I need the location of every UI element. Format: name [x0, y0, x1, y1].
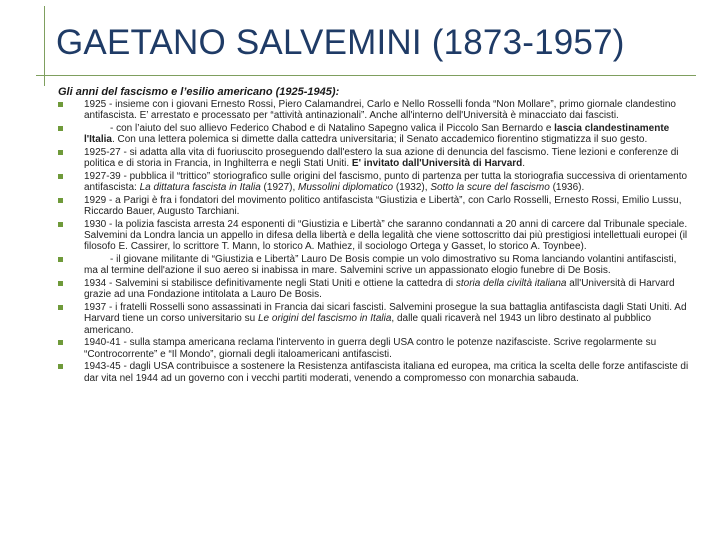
item-text: 1934 - Salvemini si stabilisce definitivamente negli Stati Uniti e ottiene la cattedra di [84, 278, 456, 290]
item-text: - con l’aiuto del suo allievo Federico Chabod e di Natalino Sapegno valica il Piccolo San Bernardo e [110, 123, 555, 134]
item-text: (1936). [549, 182, 585, 194]
square-bullet-icon [58, 340, 63, 345]
item-text: . [522, 158, 526, 170]
item-text: E' invitato dall'Università di Harvard [351, 158, 523, 170]
list-item [58, 195, 690, 217]
list-item [58, 302, 690, 336]
list-item [58, 278, 690, 300]
item-text: all'Università di Harvard grazie ad una Fondazione intitolata a Lauro De Bosis. [84, 278, 675, 301]
item-text: Le origini del fascismo in Italia [257, 313, 392, 325]
list-item [58, 361, 690, 383]
item-text: 1943-45 - dagli USA contribuisce a sostenere la Resistenza antifascista italiana ed europea, ma critica la scelta delle forze antifasciste di dar vita nel 1944 ad un governo con i vecchi partiti moderati, venendo a compromesso con monarchia sabauda. [84, 361, 689, 384]
list-item [58, 337, 690, 359]
item-text: Mussolini diplomatico [298, 182, 394, 194]
square-bullet-icon [58, 222, 63, 227]
square-bullet-icon [58, 257, 63, 262]
item-text: - il giovane militante di “Giustizia e Libertà” Lauro De Bosis compie un volo dimostrativo su Roma lanciando volantini antifascisti, ma al termine dell'azione il suo aereo si inabissa in mare. Salvemini scrive un appassionato elogio funebre di De Bosis. [84, 254, 677, 277]
square-bullet-icon [58, 174, 63, 179]
item-text: (1932), [393, 182, 431, 194]
item-text: 1930 - la polizia fascista arresta 24 esponenti di “Giustizia e Libertà” che saranno condannati a 20 anni di carcere dal Tribunale speciale. Salvemini da Londra lancia un appello in difesa della libertà e della legalità che viene sottoscritto dai più prestigiosi intellettuali europei (il filosofo E. Cassirer, lo scrittore T. Mann, lo storico A. Mathiez, il sociologo Ortega y Gasset, lo storico A. Toynbee). [84, 219, 688, 253]
title-divider-vertical [44, 6, 45, 86]
item-text: 1929 - a Parigi è fra i fondatori del movimento politico antifascista “Giustizia e Libertà”, con Carlo Rosselli, Ernesto Rossi, Emilio Lussu, Riccardo Bauer, Augusto Tarchiani. [84, 195, 682, 218]
item-text: . Con una lettera polemica si dimette dalla cattedra universitaria; il Senato accademico fiorentino stigmatizza il suo gesto. [111, 134, 648, 146]
page-title: GAETANO SALVEMINI (1873-1957) [56, 23, 625, 62]
square-bullet-icon [58, 126, 63, 131]
square-bullet-icon [58, 364, 63, 369]
square-bullet-icon [58, 198, 63, 203]
list-item [58, 147, 690, 169]
list-item [58, 99, 690, 121]
square-bullet-icon [58, 102, 63, 107]
square-bullet-icon [58, 281, 63, 286]
item-text: 1940-41 - sulla stampa americana reclama l'intervento in guerra degli USA contro le potenze nazifasciste. Scrive regolarmente su “Controcorrente” e “Il Mondo”, giornali degli italoamericani antifascisti. [84, 337, 657, 360]
square-bullet-icon [58, 150, 63, 155]
square-bullet-icon [58, 305, 63, 310]
title-divider-horizontal [36, 75, 696, 76]
item-text: 1925 - insieme con i giovani Ernesto Rossi, Piero Calamandrei, Carlo e Nello Rosselli fonda “Non Mollare”, primo giornale clandestino antifascista. E’ arrestato e processato per “attività antinazionali”. Anche all'interno dell'Università è minacciato dai fascisti. [84, 99, 676, 122]
section-subtitle: Gli anni del fascismo e l’esilio americano (1925-1945): [58, 86, 340, 98]
item-text: , dalle quali ricaverà nel 1943 un libro destinato al pubblico americano. [84, 313, 652, 336]
item-text: storia della civiltà italiana [455, 278, 567, 290]
item-text: lascia clandestinamente l'Italia [84, 123, 670, 146]
item-text: 1937 - i fratelli Rosselli sono assassinati in Francia dai sicari fascisti. Salvemini prosegue la sua battaglia antifascista dagli Stati Uniti. Ad Harvard tiene un corso universitario su [84, 302, 687, 325]
item-text: 1925-27 - si adatta alla vita di fuoriuscito proseguendo dall'estero la sua azione di denuncia del fascismo. Tiene lezioni e conferenze di politica e di storia in Francia, in Inghilterra e negli Stati Uniti. [84, 147, 679, 170]
item-text: (1927), [260, 182, 299, 194]
list-item [58, 171, 690, 193]
item-text: La dittatura fascista in Italia [139, 182, 261, 194]
timeline-list [58, 99, 690, 385]
list-item [58, 123, 690, 145]
item-text: Sotto la scure del fascismo [430, 182, 550, 194]
list-item [58, 219, 690, 253]
item-text: 1927-39 - pubblica il “trittico” storiografico sulle origini del fascismo, punto di partenza per tutta la storiografia successiva di orientamento antifascista: [84, 171, 688, 194]
list-item [58, 254, 690, 276]
